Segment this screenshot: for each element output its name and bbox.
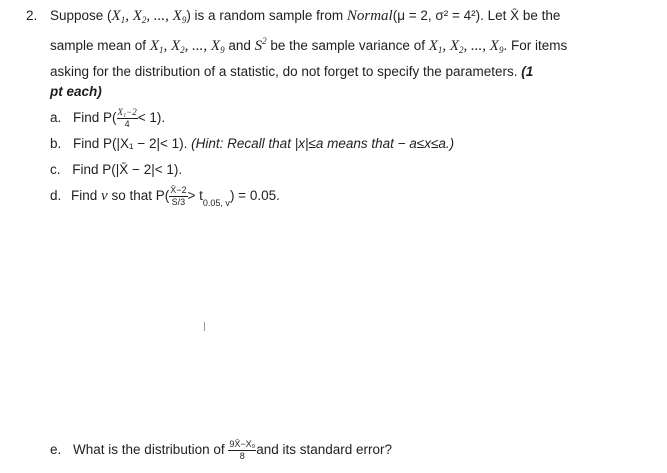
frac-denominator: 8 (239, 451, 245, 461)
problem-line-2 (50, 37, 567, 55)
item-d-label: d. (50, 188, 62, 204)
item-d-subscript: 0.05, v (202, 198, 230, 209)
frac-numerator: X₁−2 (117, 107, 137, 117)
line2-text-a: sample mean of (50, 38, 150, 53)
item-d-text-d: ) = 0.05. (229, 188, 280, 204)
dist-params: (μ = 2, σ² = 4²). Let X̄ be the (392, 8, 561, 23)
line2-text-d: . For items (503, 38, 568, 53)
sample-vars-2: $X_1$, $X_2$, ..., $X_9$ (149, 38, 225, 55)
problem-intro-line (50, 7, 560, 25)
line2-text-b: and (224, 38, 255, 53)
frac-denominator: S/3 (171, 197, 186, 207)
item-c-label: c. (50, 162, 61, 177)
intro-text-b: ) is a random sample from (186, 8, 347, 23)
item-e (50, 440, 392, 461)
item-d (50, 186, 280, 207)
frac-numerator: X̄−2 (170, 185, 187, 195)
sample-vars-3: $X_1$, $X_2$, ..., $X_9$ (428, 38, 504, 55)
item-e-fraction (228, 440, 256, 461)
item-e-label: e. (50, 442, 62, 458)
item-b-text: Find P(|X₁ − 2|< 1). (73, 136, 192, 151)
sample-variance-symbol: $S^2$ (254, 36, 267, 54)
line2-text-c: be the sample variance of (266, 38, 429, 53)
item-a-label: a. (50, 110, 62, 126)
item-a (50, 108, 165, 129)
item-a-text-b: < 1). (137, 110, 166, 126)
item-d-fraction (169, 186, 187, 207)
item-b (50, 136, 454, 152)
item-e-text-a: What is the distribution of (73, 442, 229, 458)
problem-line-3 (50, 64, 533, 80)
scan-mark (204, 322, 205, 331)
line3-text: asking for the distribution of a statistic, do not forget to specify the parameters. (50, 64, 522, 79)
problem-number: 2. (26, 8, 38, 23)
item-d-var: v (101, 188, 108, 205)
intro-text-a: Suppose ( (50, 8, 112, 23)
frac-denominator: 4 (124, 119, 130, 129)
item-c (50, 162, 182, 178)
item-a-text-a: Find P( (73, 110, 117, 126)
item-b-label: b. (50, 136, 62, 151)
item-c-text: Find P(|X̄ − 2|< 1). (72, 162, 183, 177)
points-note: (1 (521, 64, 534, 79)
item-d-text-b: so that P( (107, 188, 170, 204)
item-e-text-b: and its standard error? (256, 442, 393, 458)
dist-name: Normal (346, 8, 393, 24)
item-b-hint: (Hint: Recall that |x|≤a means that − a≤x≤a.) (191, 136, 455, 151)
item-d-text-a: Find (71, 188, 102, 204)
points-note-cont: pt each) (50, 84, 102, 99)
item-a-fraction (117, 108, 138, 129)
item-d-text-c: > t (187, 188, 203, 204)
frac-numerator: 9X̄−X₉ (229, 439, 256, 449)
sample-vars: $X_1$, $X_2$, ..., $X_9$ (111, 8, 187, 25)
